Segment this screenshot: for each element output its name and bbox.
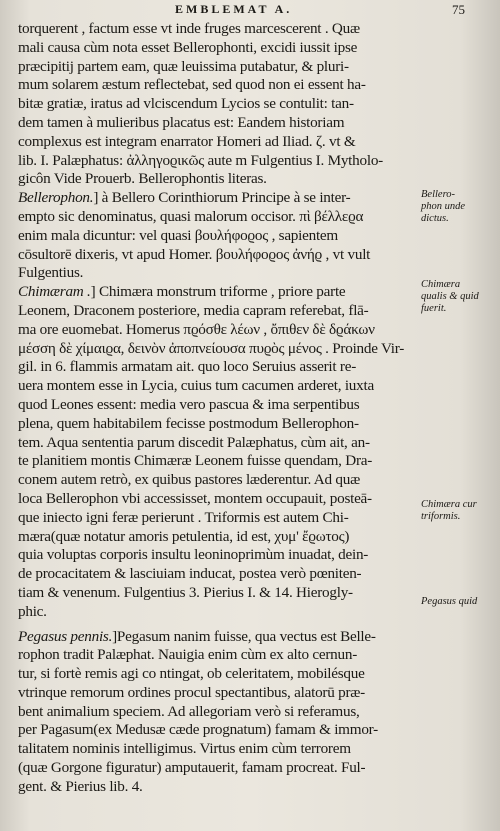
text-line: ma ore euomebat. Homerus πϱόσθε λέων , ὄπιθεν δὲ δϱάκων xyxy=(18,320,375,338)
text-line: te planitiem montis Chimæræ Leonem fuisse quendam, Dra- xyxy=(18,452,373,470)
text-line: torquerent , factum esse vt inde fruges marcescerent . Quæ xyxy=(18,20,360,37)
text-line: cōsultorē dixeris, vt apud Homer. βουλήφοϱος ἀνήϱ , vt vult xyxy=(18,245,371,263)
margin-note-bellerophon xyxy=(421,189,499,225)
text-line: bitæ gratiæ, iratus ad vlciscendum Lycios se contulit: tan- xyxy=(18,95,354,113)
text-line: mæra(quæ notatur amoris petulentia, id est, χυμ' ἔϱωτος) xyxy=(18,527,350,545)
page-header xyxy=(0,2,500,20)
text-line: (quæ Gorgone figuratur) amputauerit, famam procreat. Ful- xyxy=(18,759,366,777)
text-line: plena, quem habitabilem fecisse postmodum Bellerophon- xyxy=(18,414,359,432)
margin-note-line: qualis & quid xyxy=(421,291,479,302)
text-line: tur, si fortè remis agi co ntingat, ob celeritatem, mobilésque xyxy=(18,665,365,683)
text-line-rest: ] Chimæra monstrum triforme , priore parte xyxy=(90,283,346,301)
margin-note-pegasus xyxy=(421,596,499,608)
page-number: 75 xyxy=(452,2,465,17)
text-line: rophon tradit Palæphat. Nauigia enim cùm ex alto cernun- xyxy=(18,646,358,664)
text-line: per Pagasum(ex Medusæ cæde prognatum) famam & immor- xyxy=(18,721,378,739)
text-line xyxy=(18,189,420,208)
margin-note-line: fuerit. xyxy=(421,303,447,314)
margin-note-line: Bellero- xyxy=(421,189,456,200)
paragraph-bellerophon-story xyxy=(18,20,420,189)
text-line xyxy=(18,628,420,647)
text-line: mali causa cùm nota esset Bellerophonti, excidi iussit ipse xyxy=(18,38,358,56)
margin-note-line: phon unde xyxy=(421,201,466,212)
text-line: lib. I. Palæphatus: ἀλληγοϱικῶς aute m Fulgentius I. Mytholo- xyxy=(18,151,383,169)
text-line: gent. & Pierius lib. 4. xyxy=(18,777,143,795)
paragraph-chimaera xyxy=(18,283,420,621)
text-line: de procacitatem & lasciuiam inducat, postea verò pœniten- xyxy=(18,565,362,583)
text-line: tem. Aqua sententia parum discedit Palæphatus, cùm ait, an- xyxy=(18,433,370,451)
text-line: phic. xyxy=(18,602,47,620)
margin-note-line: Chimæra cur xyxy=(421,499,477,510)
margin-note-line: dictus. xyxy=(421,213,449,224)
paragraph-bellerophon xyxy=(18,189,420,283)
text-line: loca Bellerophon vbi accessisset, montem occupauit, posteā- xyxy=(18,489,372,507)
margin-note-chimaera xyxy=(421,279,499,315)
margin-note-line: Pegasus quid xyxy=(421,596,478,607)
paragraph-pegasus xyxy=(18,628,420,797)
running-head: EMBLEMAT A. xyxy=(175,2,293,16)
text-line: Fulgentius. xyxy=(18,264,84,282)
text-line: dem tamen à mulieribus placatus est: Eandem historiam xyxy=(18,113,345,131)
text-line: vtrinque remorum ordines procul spectantibus, alatorū præ- xyxy=(18,683,365,701)
text-line: que iniecto igni feræ perierunt . Triformis est autem Chi- xyxy=(18,508,349,526)
text-line: μέσση δὲ χίμαιϱα, δεινὸν ἀποπνείουσα πυϱὸς μένος . Proinde Vir- xyxy=(18,339,405,357)
margin-note-chimaera-triformis xyxy=(421,499,499,523)
margin-note-line: triformis. xyxy=(421,511,461,522)
text-line: uera montem esse in Lycia, cuius tum cacumen arderet, iuxta xyxy=(18,377,374,395)
text-line: bent animalium speciem. Ad allegoriam verò si referamus, xyxy=(18,702,360,720)
margin-note-line: Chimæra xyxy=(421,279,461,290)
text-line: tiam & venenum. Fulgentius 3. Pierius I. & 14. Hierogly- xyxy=(18,583,353,601)
text-line: talitatem nominis intelligimus. Virtus enim cùm terrorem xyxy=(18,740,351,758)
text-line: præcipitij partem eam, quæ leuissima putabatur, & pluri- xyxy=(18,57,349,75)
text-line: conem autem retrò, ex quibus pastores læderentur. Ad quæ xyxy=(18,471,360,489)
text-line: gicôn Vide Prouerb. Bellerophontis literas. xyxy=(18,170,267,188)
text-line: quod Leones essent: media vero pascua & ima serpentibus xyxy=(18,395,360,413)
lemma: Chimæram . xyxy=(18,283,91,301)
text-line: enim mala dicuntur: vel quasi βουλήφοϱος , sapientem xyxy=(18,226,338,244)
lemma: Bellerophon. xyxy=(18,189,94,207)
text-line-rest: ]Pegasum nanim fuisse, qua vectus est Belle- xyxy=(112,627,376,645)
text-line: Leonem, Draconem posteriore, media capram referebat, flā- xyxy=(18,301,369,319)
main-text xyxy=(18,20,420,797)
lemma: Pegasus pennis. xyxy=(18,627,113,645)
text-line: empto sic denominatus, quasi malorum occisor. πὶ βέλλεϱα xyxy=(18,207,364,225)
text-line: mum solarem æstum reflectebat, sed quod non ei essent ha- xyxy=(18,76,366,94)
text-line: gil. in 6. flammis armatam ait. quo loco Seruius asserit re- xyxy=(18,358,357,376)
text-line xyxy=(18,283,420,302)
text-line-rest: ] à Bellero Corinthiorum Principe à se inter- xyxy=(93,189,351,207)
text-line: complexus est integram enarrator Homeri ad Iliad. ζ. vt & xyxy=(18,132,356,150)
text-line: quia voluptas corporis insultu leoninoprimùm inuadat, dein- xyxy=(18,546,369,564)
